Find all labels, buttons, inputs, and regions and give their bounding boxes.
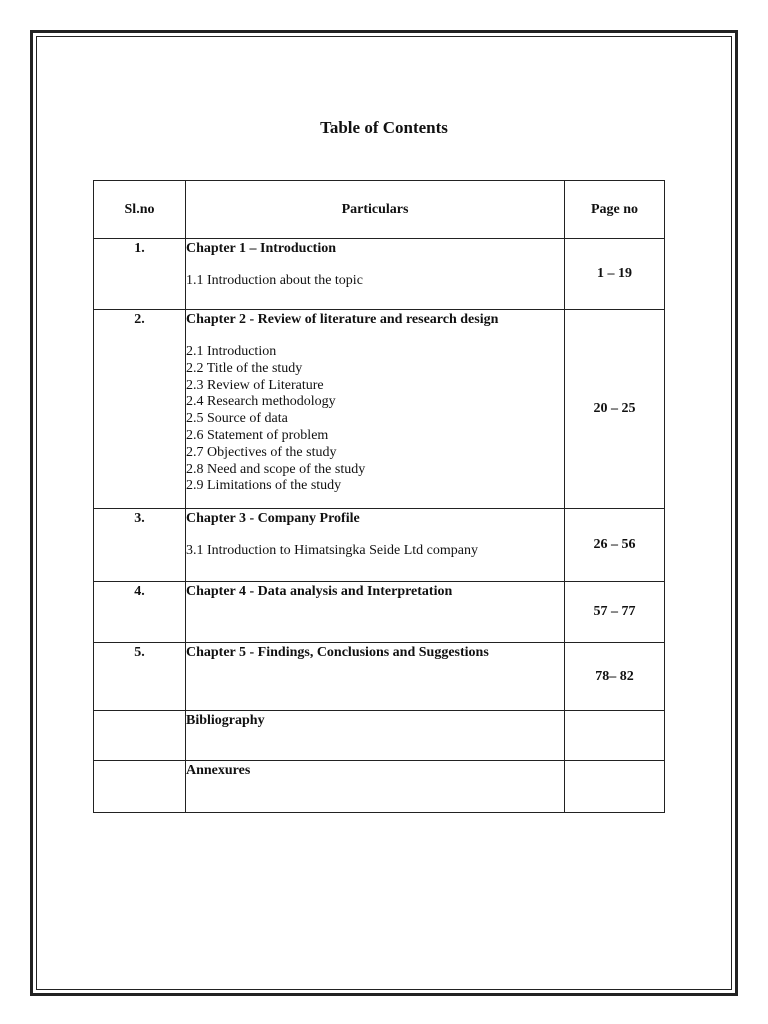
chapter-title: Chapter 5 - Findings, Conclusions and Suggestions: [186, 645, 489, 660]
chapter-title: Annexures: [186, 763, 251, 778]
row-slno: 5.: [94, 643, 186, 711]
row-particulars: [186, 239, 565, 310]
row-particulars: [186, 711, 565, 761]
row-particulars: [186, 582, 565, 643]
section-item: 2.3 Review of Literature: [186, 377, 324, 393]
table-header-row: [94, 181, 665, 239]
row-pages: [565, 761, 665, 813]
row-pages: 1 – 19: [565, 239, 665, 310]
chapter-title: Chapter 2 - Review of literature and research design: [186, 312, 499, 327]
section-item: 2.5 Source of data: [186, 411, 288, 427]
table-row: [94, 509, 665, 582]
section-item: 2.6 Statement of problem: [186, 427, 329, 443]
chapter-title: Chapter 1 – Introduction: [186, 241, 337, 256]
row-slno: 2.: [94, 310, 186, 509]
row-slno: 4.: [94, 582, 186, 643]
chapter-title: Bibliography: [186, 713, 265, 728]
row-slno: [94, 761, 186, 813]
toc-table: [93, 180, 665, 813]
section-item: 1.1 Introduction about the topic: [186, 273, 363, 288]
table-row: [94, 310, 665, 509]
header-page: Page no: [565, 181, 665, 239]
section-item: 2.4 Research methodology: [186, 394, 336, 410]
row-pages: 20 – 25: [565, 310, 665, 509]
row-particulars: [186, 310, 565, 509]
table-row: [94, 711, 665, 761]
chapter-title: Chapter 3 - Company Profile: [186, 511, 360, 526]
table-row: [94, 239, 665, 310]
chapter-title: Chapter 4 - Data analysis and Interpretation: [186, 584, 453, 599]
row-pages: 26 – 56: [565, 509, 665, 582]
section-item: 2.1 Introduction: [186, 344, 277, 359]
section-item: 2.7 Objectives of the study: [186, 444, 337, 460]
row-slno: 3.: [94, 509, 186, 582]
row-pages: 57 – 77: [565, 582, 665, 643]
section-item: 2.2 Title of the study: [186, 360, 303, 376]
row-slno: [94, 711, 186, 761]
row-pages: 78– 82: [565, 643, 665, 711]
header-slno: Sl.no: [94, 181, 186, 239]
section-item: 2.9 Limitations of the study: [186, 478, 342, 494]
row-pages: [565, 711, 665, 761]
table-row: [94, 643, 665, 711]
table-row: [94, 582, 665, 643]
section-item: 2.8 Need and scope of the study: [186, 461, 366, 477]
section-item: 3.1 Introduction to Himatsingka Seide Ltd company: [186, 543, 479, 558]
row-slno: 1.: [94, 239, 186, 310]
row-particulars: [186, 509, 565, 582]
table-row: [94, 761, 665, 813]
header-particulars: Particulars: [186, 181, 565, 239]
row-particulars: [186, 643, 565, 711]
row-particulars: [186, 761, 565, 813]
page-title: Table of Contents: [320, 118, 448, 137]
